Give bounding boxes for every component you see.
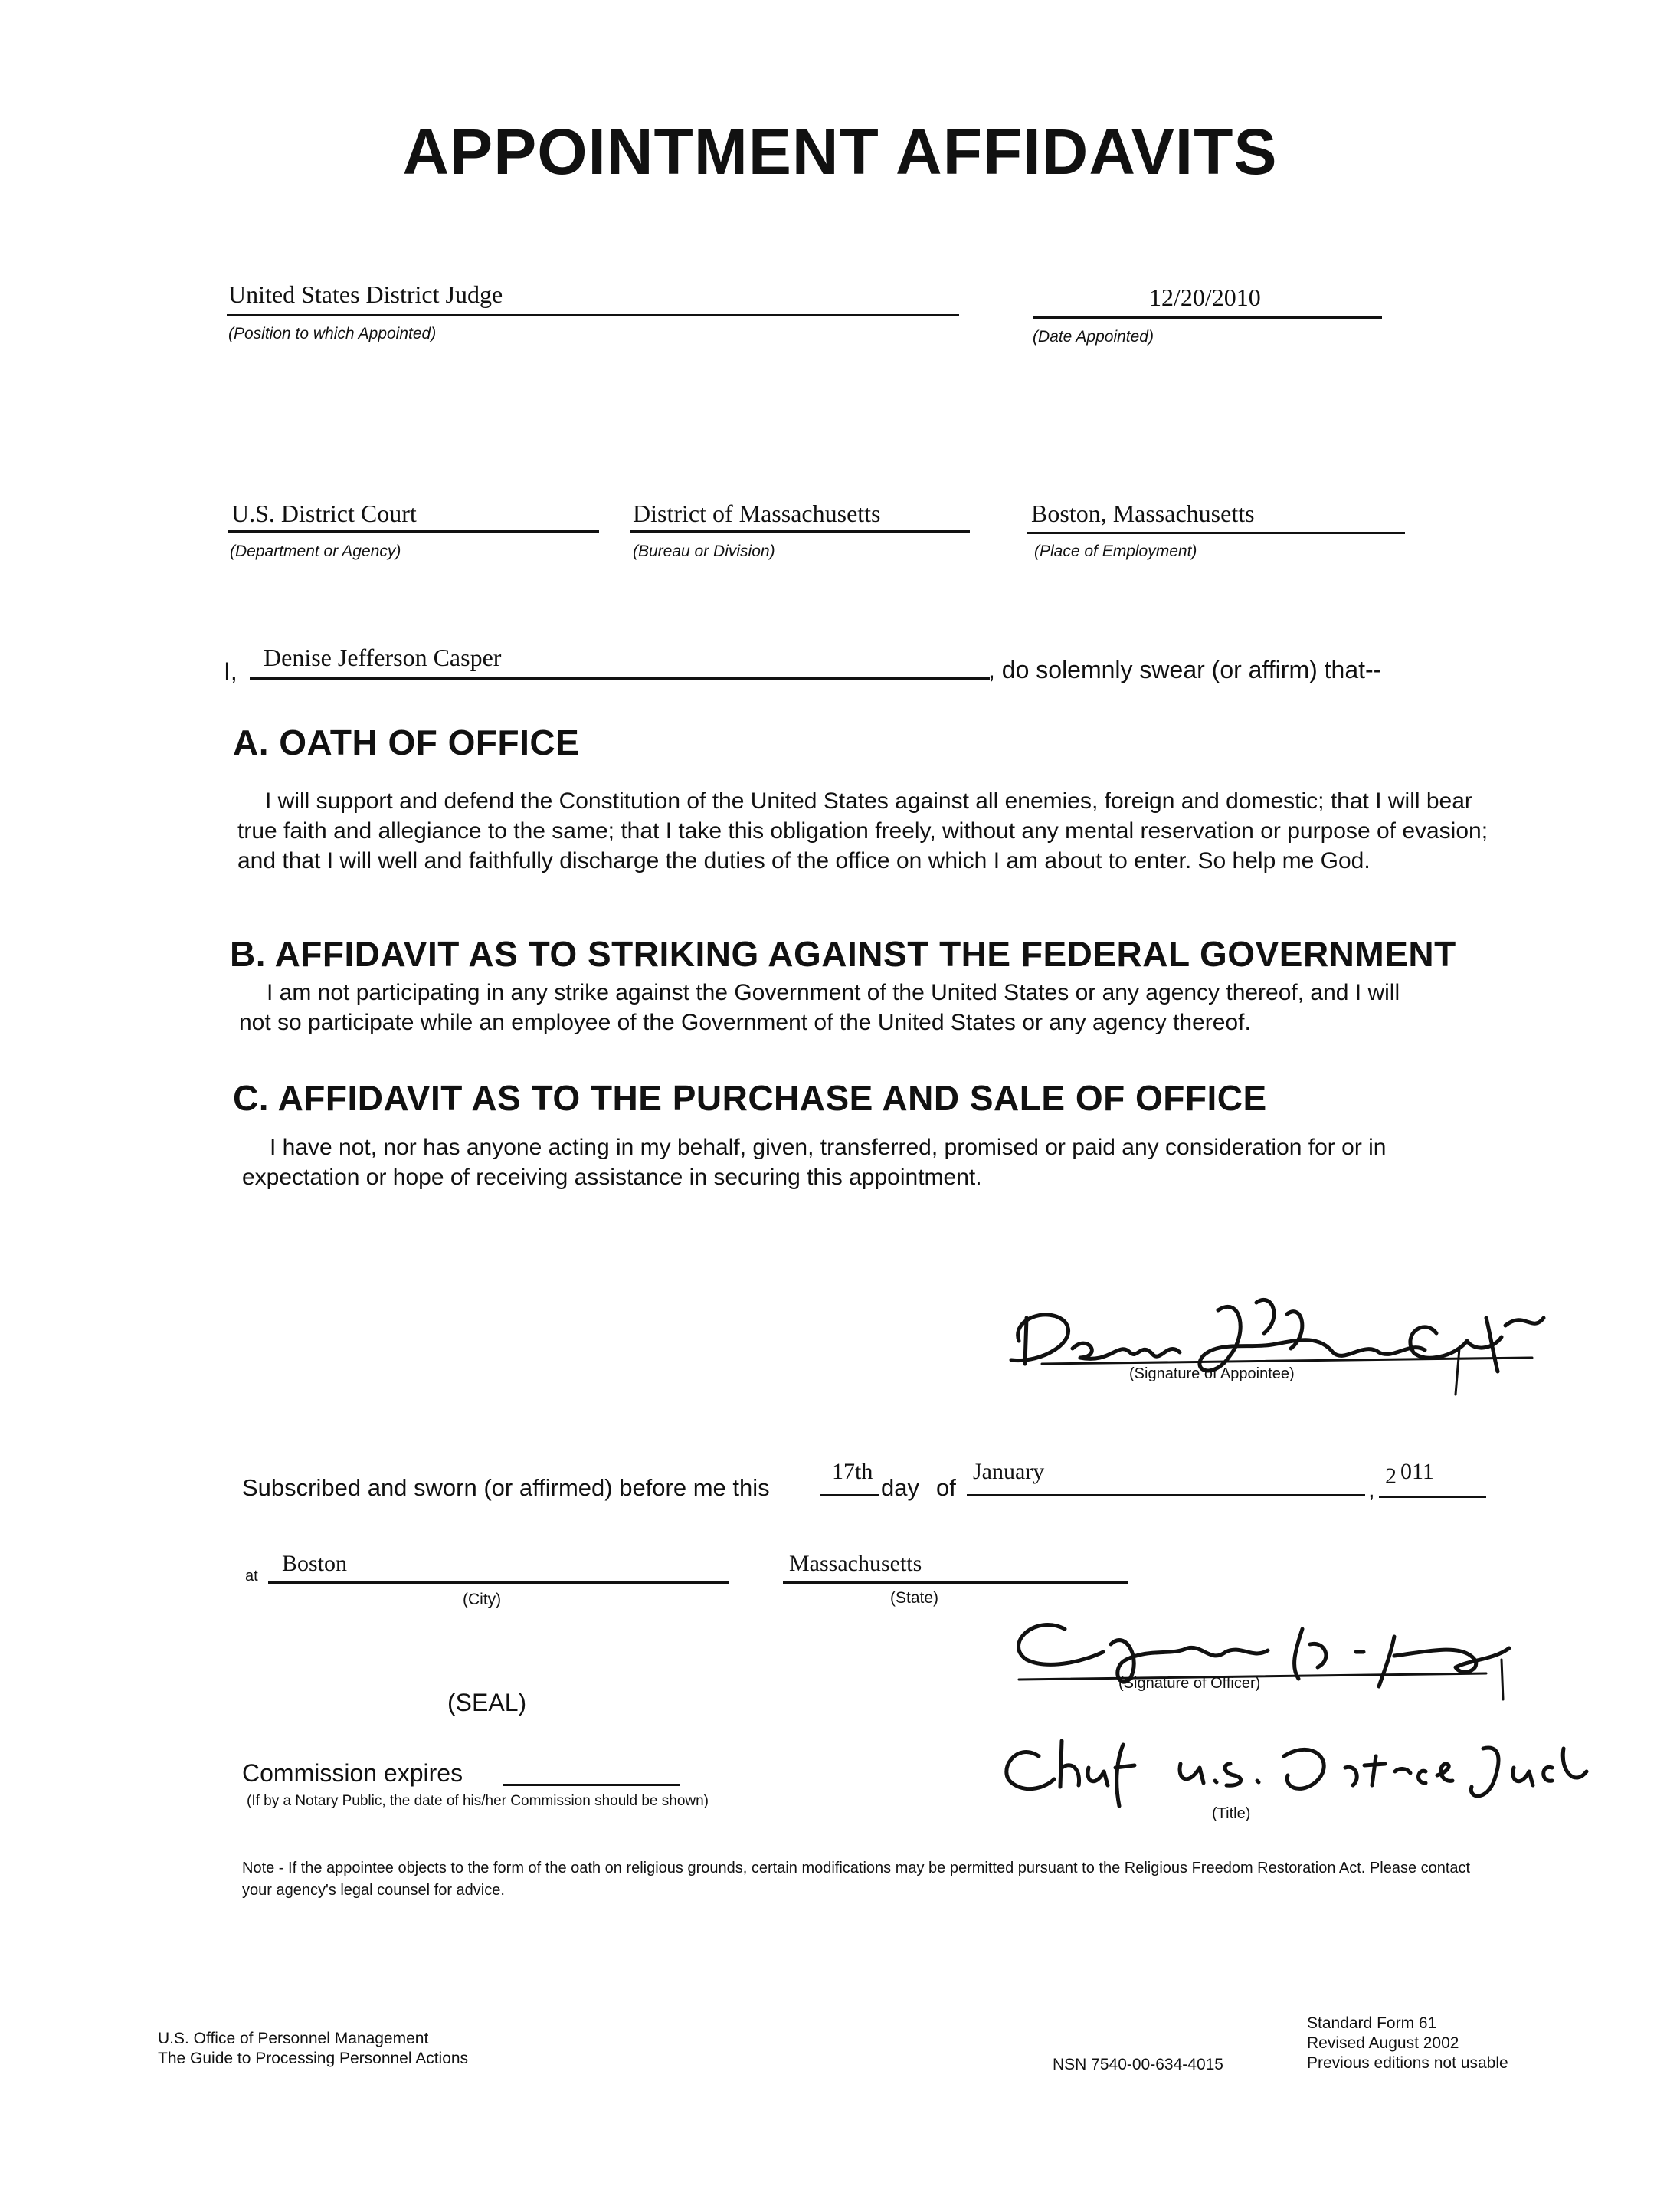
officer-title-handwritten: [993, 1733, 1590, 1817]
appointee-signature: [996, 1287, 1547, 1402]
page-title: APPOINTMENT AFFIDAVITS: [402, 116, 1278, 188]
sworn-month-underline: [967, 1494, 1365, 1496]
bureau-value: District of Massachusetts: [633, 500, 881, 527]
position-value: United States District Judge: [228, 280, 503, 308]
location-city: Boston: [282, 1551, 348, 1576]
sworn-day: 17th: [832, 1459, 873, 1484]
bureau-caption: (Bureau or Division): [633, 542, 775, 560]
location-at-label: at: [245, 1568, 258, 1585]
date-appointed-underline: [1033, 316, 1382, 319]
sworn-day-underline: [820, 1494, 879, 1496]
footer-right-line2: Revised August 2002: [1307, 2034, 1459, 2052]
religious-note: Note - If the appointee objects to the form of the oath on religious grounds, certain modifications may be permitted pursuant to the Religious Freedom Restoration Act. Please contact your agency's legal counsel for advice.: [242, 1860, 1471, 1899]
section-b-heading: B. AFFIDAVIT AS TO STRIKING AGAINST THE FEDERAL GOVERNMENT: [230, 934, 1456, 974]
officer-signature-caption: (Signature of Officer): [1118, 1675, 1261, 1692]
section-a-heading: A. OATH OF OFFICE: [233, 723, 580, 762]
place-value: Boston, Massachusetts: [1031, 500, 1255, 527]
location-state-caption: (State): [890, 1589, 939, 1607]
footer-right-line3: Previous editions not usable: [1307, 2054, 1508, 2072]
footer-nsn: NSN 7540-00-634-4015: [1053, 2056, 1223, 2073]
swear-suffix: , do solemnly swear (or affirm) that--: [988, 656, 1382, 683]
swear-prefix: I,: [224, 657, 237, 685]
department-value: U.S. District Court: [231, 500, 417, 527]
position-caption: (Position to which Appointed): [228, 325, 437, 342]
bureau-underline: [630, 530, 970, 533]
location-state: Massachusetts: [789, 1551, 922, 1576]
appointee-signature-caption: (Signature of Appointee): [1129, 1365, 1295, 1382]
sworn-day-label: day: [881, 1474, 919, 1501]
location-city-caption: (City): [463, 1591, 502, 1608]
department-caption: (Department or Agency): [230, 542, 401, 560]
seal-label: (SEAL): [447, 1689, 527, 1716]
sworn-of-label: of: [936, 1474, 956, 1501]
sworn-year-underline: [1379, 1496, 1486, 1498]
commission-underline: [503, 1784, 680, 1786]
sworn-year: 011: [1400, 1459, 1434, 1484]
section-c-text: I have not, nor has anyone acting in my behalf, given, transferred, promised or paid any consideration for or in expectation or hope of receiving assistance in securing this appointment.: [242, 1135, 1387, 1190]
location-city-underline: [268, 1581, 729, 1584]
footer-left-line1: U.S. Office of Personnel Management: [158, 2030, 429, 2047]
footer-left-line2: The Guide to Processing Personnel Actions: [158, 2050, 469, 2067]
section-b-text: I am not participating in any strike against the Government of the United States or any agency thereof, and I will not so participate while an employee of the Government of the United States or any agency thereof.: [239, 980, 1400, 1035]
place-caption: (Place of Employment): [1034, 542, 1197, 560]
sworn-month: January: [973, 1459, 1045, 1484]
place-underline: [1027, 532, 1405, 534]
commission-note: (If by a Notary Public, the date of his/her Commission should be shown): [247, 1793, 709, 1809]
section-c-heading: C. AFFIDAVIT AS TO THE PURCHASE AND SALE OF OFFICE: [233, 1078, 1267, 1118]
position-underline: [227, 314, 959, 316]
footer-right-line1: Standard Form 61: [1307, 2014, 1437, 2032]
sworn-comma: ,: [1368, 1476, 1375, 1503]
section-a-text: I will support and defend the Constitution of the United States against all enemies, foreign and domestic; that I will bear true faith and allegiance to the same; that I take this obligation freely, without any mental reservation or purpose of evasion; and that I will well and faithfully discharge the duties of the office on which I am about to enter. So help me God.: [237, 788, 1488, 873]
officer-signature: [996, 1614, 1532, 1706]
department-underline: [228, 530, 599, 533]
appointee-name: Denise Jefferson Casper: [264, 644, 502, 671]
sworn-prefix: Subscribed and sworn (or affirmed) before me this: [242, 1474, 770, 1501]
location-state-underline: [783, 1581, 1128, 1584]
officer-title-caption: (Title): [1212, 1805, 1251, 1822]
appointee-name-underline: [250, 677, 990, 680]
commission-label: Commission expires: [242, 1759, 463, 1787]
sworn-year-prefix: 2: [1385, 1463, 1397, 1489]
date-appointed-caption: (Date Appointed): [1033, 328, 1154, 346]
date-appointed-value: 12/20/2010: [1149, 283, 1261, 311]
